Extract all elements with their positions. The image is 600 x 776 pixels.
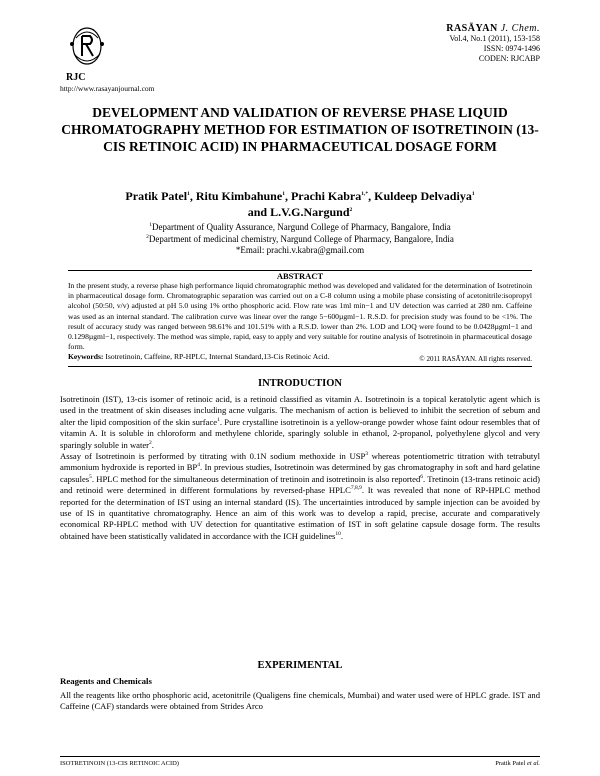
keywords: Keywords: Isotretinoin, Caffeine, RP-HPLC, Internal Standard,13-Cis Retinoic Acid.	[68, 352, 330, 362]
rjc-emblem-icon	[64, 24, 110, 74]
journal-issn: ISSN: 0974-1496	[483, 44, 540, 53]
logo-label: RJC	[66, 72, 86, 83]
affiliations	[60, 222, 540, 257]
introduction-body	[60, 394, 540, 542]
abstract-body	[68, 281, 532, 363]
author-list: Pratik Patel$^1$, Ritu Kimbahune$^1$, Prachi Kabra$^{1,*}$, Kuldeep Delvadiya$^1$ and L.V.G.Nargund$^2$	[125, 189, 475, 219]
footer-author: Pratik Patel et al.	[495, 760, 540, 767]
journal-name: RASĀYAN J. Chem.	[446, 23, 540, 34]
paper-title: DEVELOPMENT AND VALIDATION OF REVERSE PHASE LIQUID CHROMATOGRAPHY METHOD FOR ESTIMATION OF ISOTRETINOIN (13-CIS RETINOIC ACID) IN PHARMACEUTICAL DOSAGE FORM	[61, 105, 539, 154]
experimental-heading: EXPERIMENTAL	[257, 660, 343, 671]
reagents-subheading: Reagents and Chemicals	[60, 676, 152, 686]
introduction-paragraph-1: Isotretinoin (IST), 13-cis isomer of retinoic acid, is a retinoid classified as vitamin A. Isotretinoin is a topical keratolytic agent which is used in the treatment of skin diseases including acne vulgaris. The mechanism of action is believed to inhibit the secretion of sebum and alter the lipid composition of the skin surface$^1$. Pure crystalline isotretinoin is a yellow-orange powder whose faint odour resembles that of vitamin A. It is soluble in chloroform and methylene chloride, sparingly soluble in ethanol, 2-propanol, polyethylene glycol and very sparingly soluble in water$^2$.	[60, 394, 540, 450]
journal-coden: CODEN: RJCABP	[478, 54, 540, 63]
journal-info	[446, 24, 540, 64]
footer-running-title: ISOTRETINOIN (13-CIS RETINOIC ACID)	[60, 760, 179, 767]
affiliation-1: $^1$Department of Quality Assurance, Nargund College of Pharmacy, Bangalore, India	[149, 222, 451, 232]
corresponding-email[interactable]: *Email: prachi.v.kabra@gmail.com	[235, 245, 365, 255]
introduction-heading: INTRODUCTION	[257, 378, 342, 389]
page-footer	[60, 756, 540, 767]
journal-logo	[64, 24, 110, 74]
introduction-paragraph-2: Assay of Isotretinoin is performed by titrating with 0.1N sodium methoxide in USP$^3$ whereas potentiometric titration with tetrabutyl ammonium hydroxide is reported in $BP^4$. In previous studies, Isotretinoin was determined by gas chromatography in soft and hard gelatine capsules$^5$. HPLC method for the simultaneous determination of tretinoin and isotretinoin is also reported$^6$. Tretinoin (13-trans retinoic acid) and retinoid were determined in different formulations by reversed-phase HPLC$^{7,8,9}$. It was revealed that none of RP-HPLC method reported for the determination of IST using an internal standard (IS). The uncertainties introduced by sample injection can be avoided by use of IS in quantitative chromatography. Hence an aim of this work was to develop a rapid, precise, accurate and comparatively economical RP-HPLC method with UV detection for quantitative estimation of IST in soft gelatine capsule dosage form. The results obtained have been statistically validated in accordance with the ICH guidelines$^{10}$.	[60, 451, 540, 541]
abstract-bottom-rule	[68, 366, 532, 367]
abstract-text: In the present study, a reverse phase high performance liquid chromatographic method was developed and validated for the determination of Isotretinoin in pharmaceutical dosage form. Chromatographic separation was carried out on a C-8 column using a mobile phase consisting of acetonitrile:isopropyl alcohol (50:50, v/v) adjusted at pH 5.0 using 1% ortho phosphoric acid. Flow rate was 1ml min−1 and UV detection was carried at 280 nm. Caffeine was used as an internal standard. The calibration curve was linear over the range 5−600µgml−1. R.S.D. for precision study was found to be <1%. The result of accuracy study was ranged between 98.61% and 101.51% with a R.S.D. lower than 2%. LOD and LOQ were found to be 0.0428µgml−1 and 0.1298µgml−1, respectively. The method was simple, rapid, easy to apply and very suitable for routine analysis of Isotretinoin in pharmaceutical dosage form.	[68, 281, 532, 352]
journal-volume: Vol.4, No.1 (2011), 153-158	[449, 34, 540, 43]
abstract-heading: ABSTRACT	[276, 271, 324, 281]
copyright: © 2011 RASĀYAN. All rights reserved.	[419, 355, 532, 363]
journal-url[interactable]: http://www.rasayanjournal.com	[60, 84, 155, 93]
affiliation-2: $^2$Department of medicinal chemistry, Nargund College of Pharmacy, Bangalore, India	[146, 233, 454, 244]
experimental-body: All the reagents like ortho phosphoric acid, acetonitrile (Qualigens fine chemicals, Mumbai) and water used were of HPLC grade. IST and Caffeine (CAF) standards were obtained from Strides Arco	[60, 690, 540, 712]
